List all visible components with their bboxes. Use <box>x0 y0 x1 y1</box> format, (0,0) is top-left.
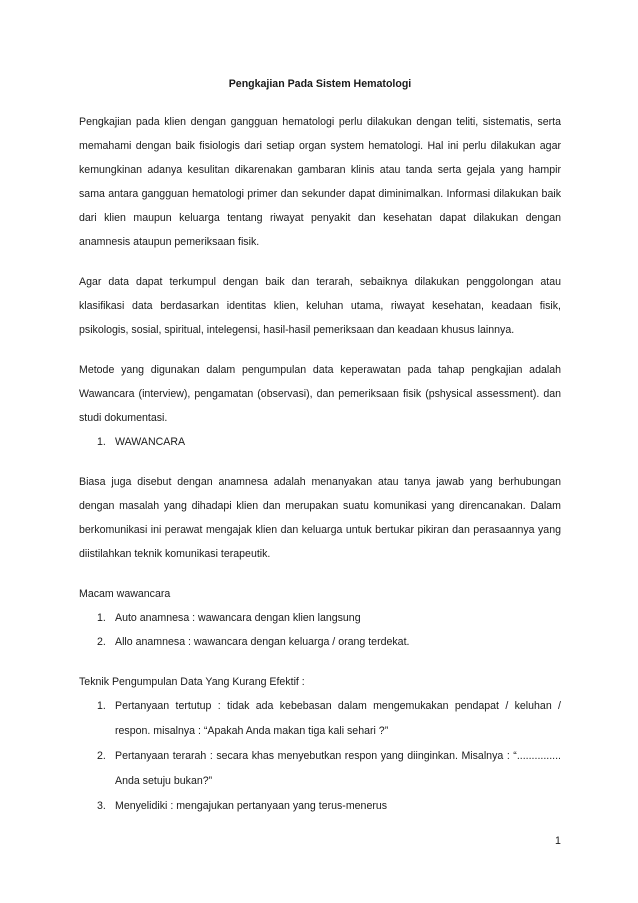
section-heading <box>79 430 561 454</box>
macam-label: Macam wawancara <box>79 588 171 600</box>
teknik-label: Teknik Pengumpulan Data Yang Kurang Efektif : <box>79 676 305 688</box>
list-item-text: Menyelidiki : mengajukan pertanyaan yang terus-menerus <box>115 800 388 812</box>
paragraph-method: Metode yang digunakan dalam pengumpulan data keperawatan pada tahap pengkajian adalah Wawancara (interview), pengamatan (observasi), dan pemeriksaan fisik (pshysical assessment). dan studi dokumentasi. <box>79 364 561 424</box>
section-number: 1. <box>97 436 106 448</box>
macam-list <box>79 606 561 654</box>
document-title: Pengkajian Pada Sistem Hematologi <box>228 78 412 90</box>
list-item <box>79 630 561 654</box>
paragraph-wawancara: Biasa juga disebut dengan anamnesa adalah menanyakan atau tanya jawab yang berhubungan dengan masalah yang dihadapi klien dan merupakan suatu komunikasi yang direncanakan. Dalam berkomunikasi ini perawat mengajak klien dan keluarga untuk bertukar pikiran dan perasaannya yang diistilahkan teknik komunikasi terapeutik. <box>79 476 561 560</box>
list-item-text: Pertanyaan terarah : secara khas menyebutkan respon yang diinginkan. Misalnya : “............... Anda setuju bukan?” <box>115 750 561 787</box>
list-item-number: 1. <box>97 612 106 624</box>
section-list <box>79 430 561 454</box>
list-item-text: Allo anamnesa : wawancara dengan keluarga / orang terdekat. <box>115 636 410 648</box>
list-item-number: 3. <box>97 800 106 812</box>
list-item-text: Auto anamnesa : wawancara dengan klien langsung <box>115 612 361 624</box>
list-item-text: Pertanyaan tertutup : tidak ada kebebasan dalam mengemukakan pendapat / keluhan / respon. misalnya : “Apakah Anda makan tiga kali sehari ?” <box>115 700 561 737</box>
list-item <box>79 606 561 630</box>
list-item <box>79 744 561 794</box>
page-content <box>79 72 561 819</box>
list-item-number: 2. <box>97 750 106 762</box>
page-number: 1 <box>555 835 561 847</box>
list-item <box>79 694 561 744</box>
list-item-number: 1. <box>97 700 106 712</box>
list-item <box>79 794 561 819</box>
paragraph-intro: Pengkajian pada klien dengan gangguan hematologi perlu dilakukan dengan teliti, sistematis, serta memahami dengan baik fisiologis dari setiap organ system hematologi. Hal ini perlu dilakukan agar kemungkinan adanya kesulitan dikarenakan gambaran klinis atau tanda serta gejala yang hampir sama antara gangguan hematologi primer dan sekunder dapat diminimalkan. Informasi dilakukan baik dari klien maupun keluarga tentang riwayat penyakit dan kesehatan dapat dilakukan dengan anamnesis ataupun pemeriksaan fisik. <box>79 116 561 248</box>
teknik-list <box>79 694 561 819</box>
list-item-number: 2. <box>97 636 106 648</box>
section-heading-text: WAWANCARA <box>115 436 186 448</box>
paragraph-classification: Agar data dapat terkumpul dengan baik dan terarah, sebaiknya dilakukan penggolongan atau klasifikasi data berdasarkan identitas klien, keluhan utama, riwayat kesehatan, keadaan fisik, psikologis, sosial, spiritual, intelegensi, hasil-hasil pemeriksaan dan keadaan khusus lainnya. <box>79 276 561 336</box>
